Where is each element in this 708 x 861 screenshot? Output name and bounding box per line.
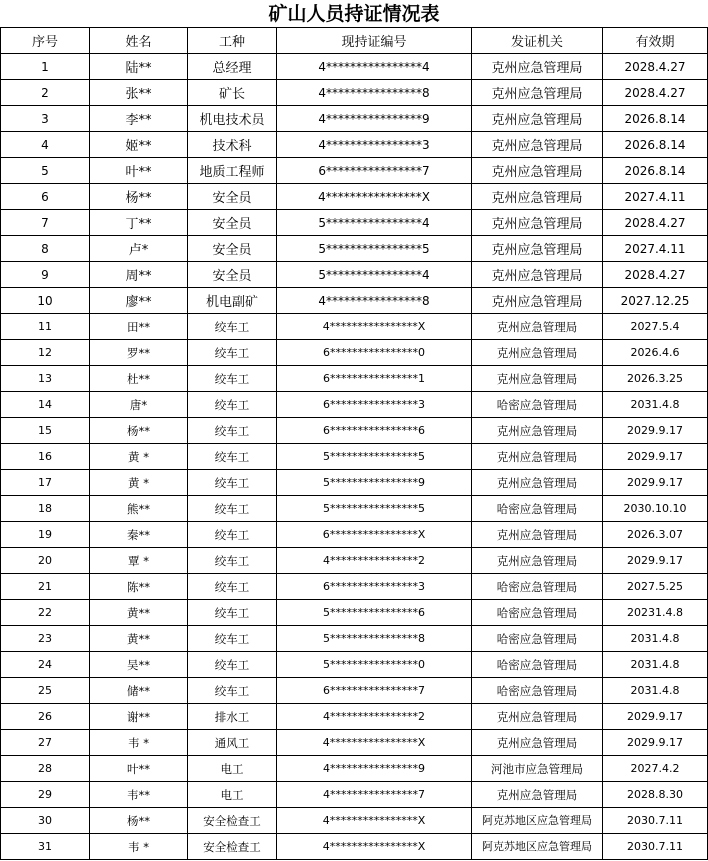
cell-certificate-number: 5****************5 <box>277 444 472 470</box>
cell-valid-until: 2028.4.27 <box>603 210 708 236</box>
table-row <box>1 314 708 340</box>
cell-index: 5 <box>1 158 90 184</box>
cell-name: 杨** <box>90 184 188 210</box>
cell-job: 绞车工 <box>188 678 277 704</box>
table-row <box>1 80 708 106</box>
cell-certificate-number: 4****************2 <box>277 704 472 730</box>
cell-issuer: 克州应急管理局 <box>472 314 603 340</box>
cell-certificate-number: 4****************9 <box>277 756 472 782</box>
cell-name: 秦** <box>90 522 188 548</box>
cell-index: 2 <box>1 80 90 106</box>
cell-certificate-number: 5****************8 <box>277 626 472 652</box>
cell-issuer: 克州应急管理局 <box>472 522 603 548</box>
cell-issuer: 克州应急管理局 <box>472 236 603 262</box>
table-row <box>1 496 708 522</box>
cell-job: 电工 <box>188 756 277 782</box>
header-valid-until: 有效期 <box>603 28 708 54</box>
cell-valid-until: 2029.9.17 <box>603 470 708 496</box>
cell-name: 韦 * <box>90 834 188 860</box>
cell-certificate-number: 4****************X <box>277 184 472 210</box>
cell-certificate-number: 5****************5 <box>277 236 472 262</box>
cell-index: 16 <box>1 444 90 470</box>
cell-issuer: 阿克苏地区应急管理局 <box>472 834 603 860</box>
cell-issuer: 克州应急管理局 <box>472 704 603 730</box>
cell-index: 6 <box>1 184 90 210</box>
cell-issuer: 哈密应急管理局 <box>472 392 603 418</box>
cell-job: 安全检查工 <box>188 808 277 834</box>
cell-certificate-number: 4****************8 <box>277 80 472 106</box>
cell-job: 绞车工 <box>188 314 277 340</box>
cell-name: 陆** <box>90 54 188 80</box>
cell-job: 绞车工 <box>188 444 277 470</box>
table-row <box>1 626 708 652</box>
cell-name: 覃 * <box>90 548 188 574</box>
cell-certificate-number: 5****************4 <box>277 262 472 288</box>
cell-index: 25 <box>1 678 90 704</box>
cell-issuer: 哈密应急管理局 <box>472 574 603 600</box>
cell-certificate-number: 5****************5 <box>277 496 472 522</box>
table-row <box>1 730 708 756</box>
cell-certificate-number: 6****************X <box>277 522 472 548</box>
cell-index: 27 <box>1 730 90 756</box>
cell-job: 绞车工 <box>188 496 277 522</box>
cell-issuer: 河池市应急管理局 <box>472 756 603 782</box>
table-row <box>1 782 708 808</box>
cell-name: 廖** <box>90 288 188 314</box>
cell-index: 22 <box>1 600 90 626</box>
table-row <box>1 418 708 444</box>
cell-issuer: 克州应急管理局 <box>472 158 603 184</box>
cell-job: 绞车工 <box>188 522 277 548</box>
cell-issuer: 克州应急管理局 <box>472 782 603 808</box>
cell-certificate-number: 4****************9 <box>277 106 472 132</box>
cell-job: 机电技术员 <box>188 106 277 132</box>
cell-job: 绞车工 <box>188 418 277 444</box>
cell-job: 机电副矿 <box>188 288 277 314</box>
cell-index: 19 <box>1 522 90 548</box>
cell-name: 叶** <box>90 756 188 782</box>
table-row <box>1 236 708 262</box>
table-row <box>1 210 708 236</box>
certificate-table <box>0 27 708 860</box>
cell-name: 周** <box>90 262 188 288</box>
cell-index: 26 <box>1 704 90 730</box>
cell-issuer: 哈密应急管理局 <box>472 600 603 626</box>
cell-index: 28 <box>1 756 90 782</box>
cell-index: 30 <box>1 808 90 834</box>
cell-name: 卢* <box>90 236 188 262</box>
cell-name: 杜** <box>90 366 188 392</box>
cell-job: 安全检查工 <box>188 834 277 860</box>
cell-job: 绞车工 <box>188 626 277 652</box>
cell-valid-until: 2026.4.6 <box>603 340 708 366</box>
table-row <box>1 574 708 600</box>
cell-index: 4 <box>1 132 90 158</box>
cell-valid-until: 20231.4.8 <box>603 600 708 626</box>
table-row <box>1 678 708 704</box>
cell-issuer: 克州应急管理局 <box>472 106 603 132</box>
cell-issuer: 克州应急管理局 <box>472 548 603 574</box>
cell-name: 韦 * <box>90 730 188 756</box>
cell-valid-until: 2027.4.2 <box>603 756 708 782</box>
table-row <box>1 132 708 158</box>
cell-name: 杨** <box>90 808 188 834</box>
table-row <box>1 522 708 548</box>
table-row <box>1 548 708 574</box>
header-certificate-number: 现持证编号 <box>277 28 472 54</box>
cell-index: 9 <box>1 262 90 288</box>
cell-name: 韦** <box>90 782 188 808</box>
cell-index: 20 <box>1 548 90 574</box>
cell-valid-until: 2031.4.8 <box>603 652 708 678</box>
cell-name: 吴** <box>90 652 188 678</box>
cell-issuer: 克州应急管理局 <box>472 366 603 392</box>
cell-certificate-number: 4****************3 <box>277 132 472 158</box>
table-row <box>1 834 708 860</box>
cell-valid-until: 2027.4.11 <box>603 184 708 210</box>
cell-valid-until: 2026.8.14 <box>603 106 708 132</box>
cell-valid-until: 2029.9.17 <box>603 730 708 756</box>
cell-certificate-number: 6****************0 <box>277 340 472 366</box>
cell-valid-until: 2029.9.17 <box>603 704 708 730</box>
cell-issuer: 克州应急管理局 <box>472 470 603 496</box>
cell-index: 29 <box>1 782 90 808</box>
page-title: 矿山人员持证情况表 <box>268 3 440 25</box>
cell-job: 安全员 <box>188 184 277 210</box>
cell-name: 张** <box>90 80 188 106</box>
cell-valid-until: 2028.4.27 <box>603 262 708 288</box>
cell-job: 总经理 <box>188 54 277 80</box>
cell-index: 18 <box>1 496 90 522</box>
cell-job: 绞车工 <box>188 652 277 678</box>
cell-issuer: 哈密应急管理局 <box>472 626 603 652</box>
cell-valid-until: 2027.4.11 <box>603 236 708 262</box>
cell-issuer: 克州应急管理局 <box>472 340 603 366</box>
cell-name: 叶** <box>90 158 188 184</box>
table-row <box>1 808 708 834</box>
cell-index: 12 <box>1 340 90 366</box>
cell-issuer: 阿克苏地区应急管理局 <box>472 808 603 834</box>
cell-index: 15 <box>1 418 90 444</box>
table-row <box>1 184 708 210</box>
cell-index: 7 <box>1 210 90 236</box>
cell-issuer: 克州应急管理局 <box>472 288 603 314</box>
cell-certificate-number: 6****************3 <box>277 392 472 418</box>
cell-certificate-number: 4****************X <box>277 808 472 834</box>
cell-certificate-number: 6****************1 <box>277 366 472 392</box>
cell-job: 绞车工 <box>188 574 277 600</box>
cell-certificate-number: 6****************7 <box>277 678 472 704</box>
cell-name: 田** <box>90 314 188 340</box>
cell-name: 黄 * <box>90 444 188 470</box>
cell-certificate-number: 4****************7 <box>277 782 472 808</box>
cell-job: 绞车工 <box>188 600 277 626</box>
table-bottom-border <box>0 859 707 860</box>
cell-issuer: 哈密应急管理局 <box>472 678 603 704</box>
cell-job: 绞车工 <box>188 470 277 496</box>
table-row <box>1 704 708 730</box>
cell-certificate-number: 5****************4 <box>277 210 472 236</box>
cell-valid-until: 2028.8.30 <box>603 782 708 808</box>
cell-job: 排水工 <box>188 704 277 730</box>
cell-name: 杨** <box>90 418 188 444</box>
cell-issuer: 克州应急管理局 <box>472 444 603 470</box>
cell-name: 黄** <box>90 600 188 626</box>
cell-certificate-number: 4****************4 <box>277 54 472 80</box>
table-row <box>1 366 708 392</box>
cell-valid-until: 2029.9.17 <box>603 444 708 470</box>
cell-job: 安全员 <box>188 236 277 262</box>
cell-name: 罗** <box>90 340 188 366</box>
cell-valid-until: 2027.5.25 <box>603 574 708 600</box>
cell-job: 电工 <box>188 782 277 808</box>
cell-name: 陈** <box>90 574 188 600</box>
cell-issuer: 克州应急管理局 <box>472 418 603 444</box>
header-name: 姓名 <box>90 28 188 54</box>
cell-job: 绞车工 <box>188 366 277 392</box>
cell-issuer: 克州应急管理局 <box>472 730 603 756</box>
table-row <box>1 756 708 782</box>
cell-index: 24 <box>1 652 90 678</box>
cell-valid-until: 2026.8.14 <box>603 158 708 184</box>
cell-name: 黄 * <box>90 470 188 496</box>
cell-index: 11 <box>1 314 90 340</box>
table-row <box>1 106 708 132</box>
cell-job: 矿长 <box>188 80 277 106</box>
cell-valid-until: 2027.5.4 <box>603 314 708 340</box>
table-row <box>1 470 708 496</box>
cell-name: 李** <box>90 106 188 132</box>
cell-valid-until: 2031.4.8 <box>603 678 708 704</box>
cell-issuer: 哈密应急管理局 <box>472 652 603 678</box>
cell-issuer: 克州应急管理局 <box>472 210 603 236</box>
cell-name: 储** <box>90 678 188 704</box>
cell-issuer: 克州应急管理局 <box>472 80 603 106</box>
cell-issuer: 哈密应急管理局 <box>472 496 603 522</box>
cell-job: 安全员 <box>188 262 277 288</box>
cell-index: 21 <box>1 574 90 600</box>
cell-index: 3 <box>1 106 90 132</box>
cell-certificate-number: 5****************9 <box>277 470 472 496</box>
cell-issuer: 克州应急管理局 <box>472 184 603 210</box>
cell-job: 技术科 <box>188 132 277 158</box>
header-issuer: 发证机关 <box>472 28 603 54</box>
cell-valid-until: 2026.3.07 <box>603 522 708 548</box>
table-row <box>1 54 708 80</box>
table-header-row <box>1 28 708 54</box>
cell-certificate-number: 4****************8 <box>277 288 472 314</box>
cell-job: 绞车工 <box>188 392 277 418</box>
table-row <box>1 652 708 678</box>
cell-valid-until: 2029.9.17 <box>603 548 708 574</box>
cell-index: 8 <box>1 236 90 262</box>
cell-index: 10 <box>1 288 90 314</box>
cell-job: 安全员 <box>188 210 277 236</box>
cell-certificate-number: 5****************0 <box>277 652 472 678</box>
cell-valid-until: 2030.7.11 <box>603 834 708 860</box>
table-row <box>1 288 708 314</box>
table-row <box>1 340 708 366</box>
cell-index: 13 <box>1 366 90 392</box>
cell-certificate-number: 5****************6 <box>277 600 472 626</box>
cell-valid-until: 2026.3.25 <box>603 366 708 392</box>
cell-index: 31 <box>1 834 90 860</box>
cell-valid-until: 2031.4.8 <box>603 626 708 652</box>
cell-name: 谢** <box>90 704 188 730</box>
cell-index: 14 <box>1 392 90 418</box>
table-row <box>1 600 708 626</box>
cell-valid-until: 2030.7.11 <box>603 808 708 834</box>
cell-index: 1 <box>1 54 90 80</box>
cell-name: 唐* <box>90 392 188 418</box>
header-job: 工种 <box>188 28 277 54</box>
table-row <box>1 392 708 418</box>
cell-job: 地质工程师 <box>188 158 277 184</box>
cell-certificate-number: 6****************3 <box>277 574 472 600</box>
cell-name: 姬** <box>90 132 188 158</box>
cell-index: 17 <box>1 470 90 496</box>
cell-certificate-number: 4****************X <box>277 314 472 340</box>
cell-valid-until: 2027.12.25 <box>603 288 708 314</box>
table-row <box>1 444 708 470</box>
cell-certificate-number: 6****************7 <box>277 158 472 184</box>
cell-valid-until: 2026.8.14 <box>603 132 708 158</box>
cell-valid-until: 2028.4.27 <box>603 80 708 106</box>
cell-issuer: 克州应急管理局 <box>472 132 603 158</box>
cell-certificate-number: 4****************X <box>277 834 472 860</box>
table-row <box>1 262 708 288</box>
cell-valid-until: 2030.10.10 <box>603 496 708 522</box>
cell-issuer: 克州应急管理局 <box>472 262 603 288</box>
cell-certificate-number: 4****************2 <box>277 548 472 574</box>
cell-valid-until: 2031.4.8 <box>603 392 708 418</box>
cell-index: 23 <box>1 626 90 652</box>
header-index: 序号 <box>1 28 90 54</box>
cell-name: 黄** <box>90 626 188 652</box>
cell-job: 绞车工 <box>188 548 277 574</box>
cell-name: 丁** <box>90 210 188 236</box>
cell-name: 熊** <box>90 496 188 522</box>
table-row <box>1 158 708 184</box>
cell-valid-until: 2029.9.17 <box>603 418 708 444</box>
cell-certificate-number: 4****************X <box>277 730 472 756</box>
cell-valid-until: 2028.4.27 <box>603 54 708 80</box>
cell-job: 绞车工 <box>188 340 277 366</box>
cell-certificate-number: 6****************6 <box>277 418 472 444</box>
cell-issuer: 克州应急管理局 <box>472 54 603 80</box>
cell-job: 通风工 <box>188 730 277 756</box>
